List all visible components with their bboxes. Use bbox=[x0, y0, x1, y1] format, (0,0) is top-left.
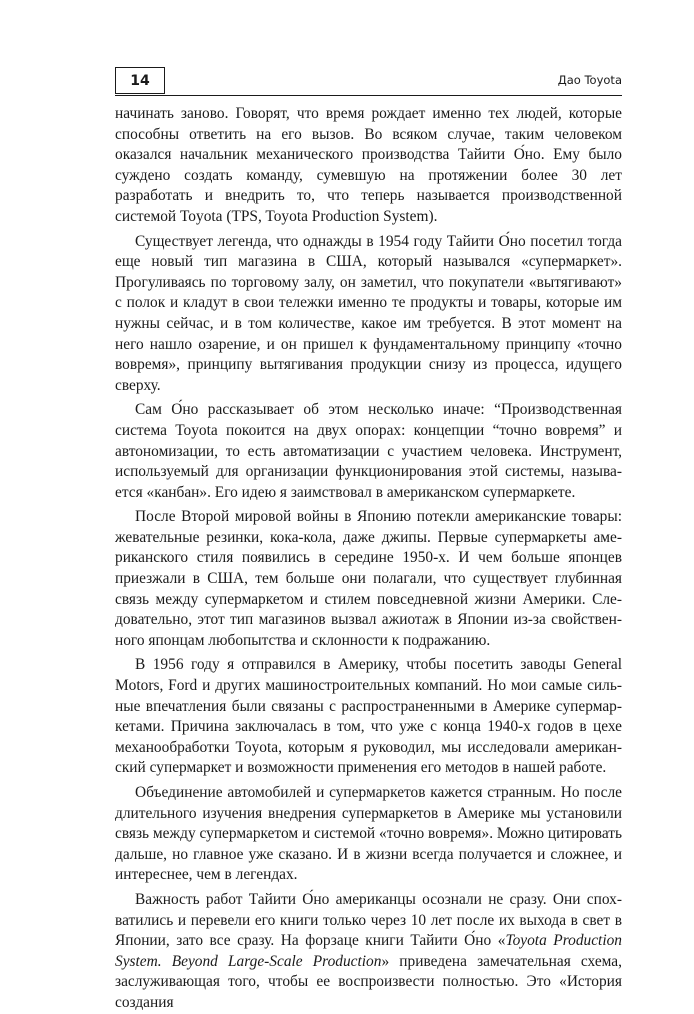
paragraph: Сам О́но рассказывает об этом несколько иначе: “Производственная система Toyota покоится на двух опорах: концепции “точно вовремя” и автономизации, то есть автоматизации с участием человека. Инструмент, используемый для организации функционирования этой системы, называется «канбан». Его идею я заимствовал в американском супермаркете. bbox=[115, 401, 622, 501]
book-title: Toyota Production System. Beyond Large-Scale Production bbox=[115, 932, 622, 970]
paragraph: Объединение автомобилей и супермаркетов кажется странным. Но после длительного изучения внедрения супермаркетов в Америке мы установили связь между супермаркетом и системой «точно вовремя». Можно цитировать дальше, но главное уже сказано. И в жизни всегда получается и сложнее, и интереснее, чем в легендах. bbox=[115, 784, 622, 884]
body-text bbox=[115, 104, 622, 1014]
page-number: 14 bbox=[115, 67, 165, 94]
running-title: Дао Toyota bbox=[557, 73, 622, 87]
paragraph-with-book-title bbox=[115, 890, 622, 1014]
page-header bbox=[115, 67, 622, 96]
paragraph-text-start: Важность работ Тайити О́но американцы осознали не сразу. Они спохватились и перевели его книги только через 10 лет после их выхода в свет в Японии, зато все сразу. На форзаце книги Тайити О́но « bbox=[115, 890, 622, 950]
paragraph: Существует легенда, что однажды в 1954 году Тайити О́но посетил тогда еще новый тип магазина в США, который назывался «супермаркет». Прогуливаясь по торговому залу, он заметил, что покупатели «вытягивают» с полок и кладут в свои тележки именно те продукты и товары, которые им нужны сейчас, и в том количестве, какое им требуется. В этот момент на него нашло озарение, и он пришел к фундаментальному принципу «точно вовремя», принципу вытягивания продукции снизу из процесса, идущего сверху. bbox=[115, 232, 622, 394]
paragraph: После Второй мировой войны в Японию потекли американские товары: жевательные резинки, кока-кола, даже джипы. Первые супермаркеты американского стиля появились в середине 1950-х. И чем больше японцев приезжали в США, тем больше они полагали, что существует глубинная связь между супермаркетом и стилем повседневной жизни Америки. Следовательно, этот тип магазинов вызвал ажиотаж в Японии из-за свойственного японцам любопытства и склонности к подражанию. bbox=[115, 508, 622, 649]
paragraph-text-end: » приведена замечательная схема, заслуживающая того, чтобы ее воспроизвести полностью. Это «История создания bbox=[115, 952, 622, 1011]
paragraph: В 1956 году я отправился в Америку, чтобы посетить заводы General Motors, Ford и других машиностроительных компаний. Но мои самые сильные впечатления были связаны с распространенными в Америке супермаркетами. Причина заключалась в том, что уже с конца 1940-х годов в цехе механообработки Toyota, которым я руководил, мы исследовали американский супермаркет и возможности применения его методов в нашей работе. bbox=[115, 656, 622, 777]
paragraph: начинать заново. Говорят, что время рождает именно тех людей, которые способны ответить на его вызов. Во всяком случае, таким человеком оказался начальник механического производства Тайити О́но. Ему было суждено создать команду, сумевшую на протяжении более 30 лет разработать и внедрить то, что теперь называется производственной системой Toyota (TPS, Toyota Production System). bbox=[115, 105, 622, 225]
